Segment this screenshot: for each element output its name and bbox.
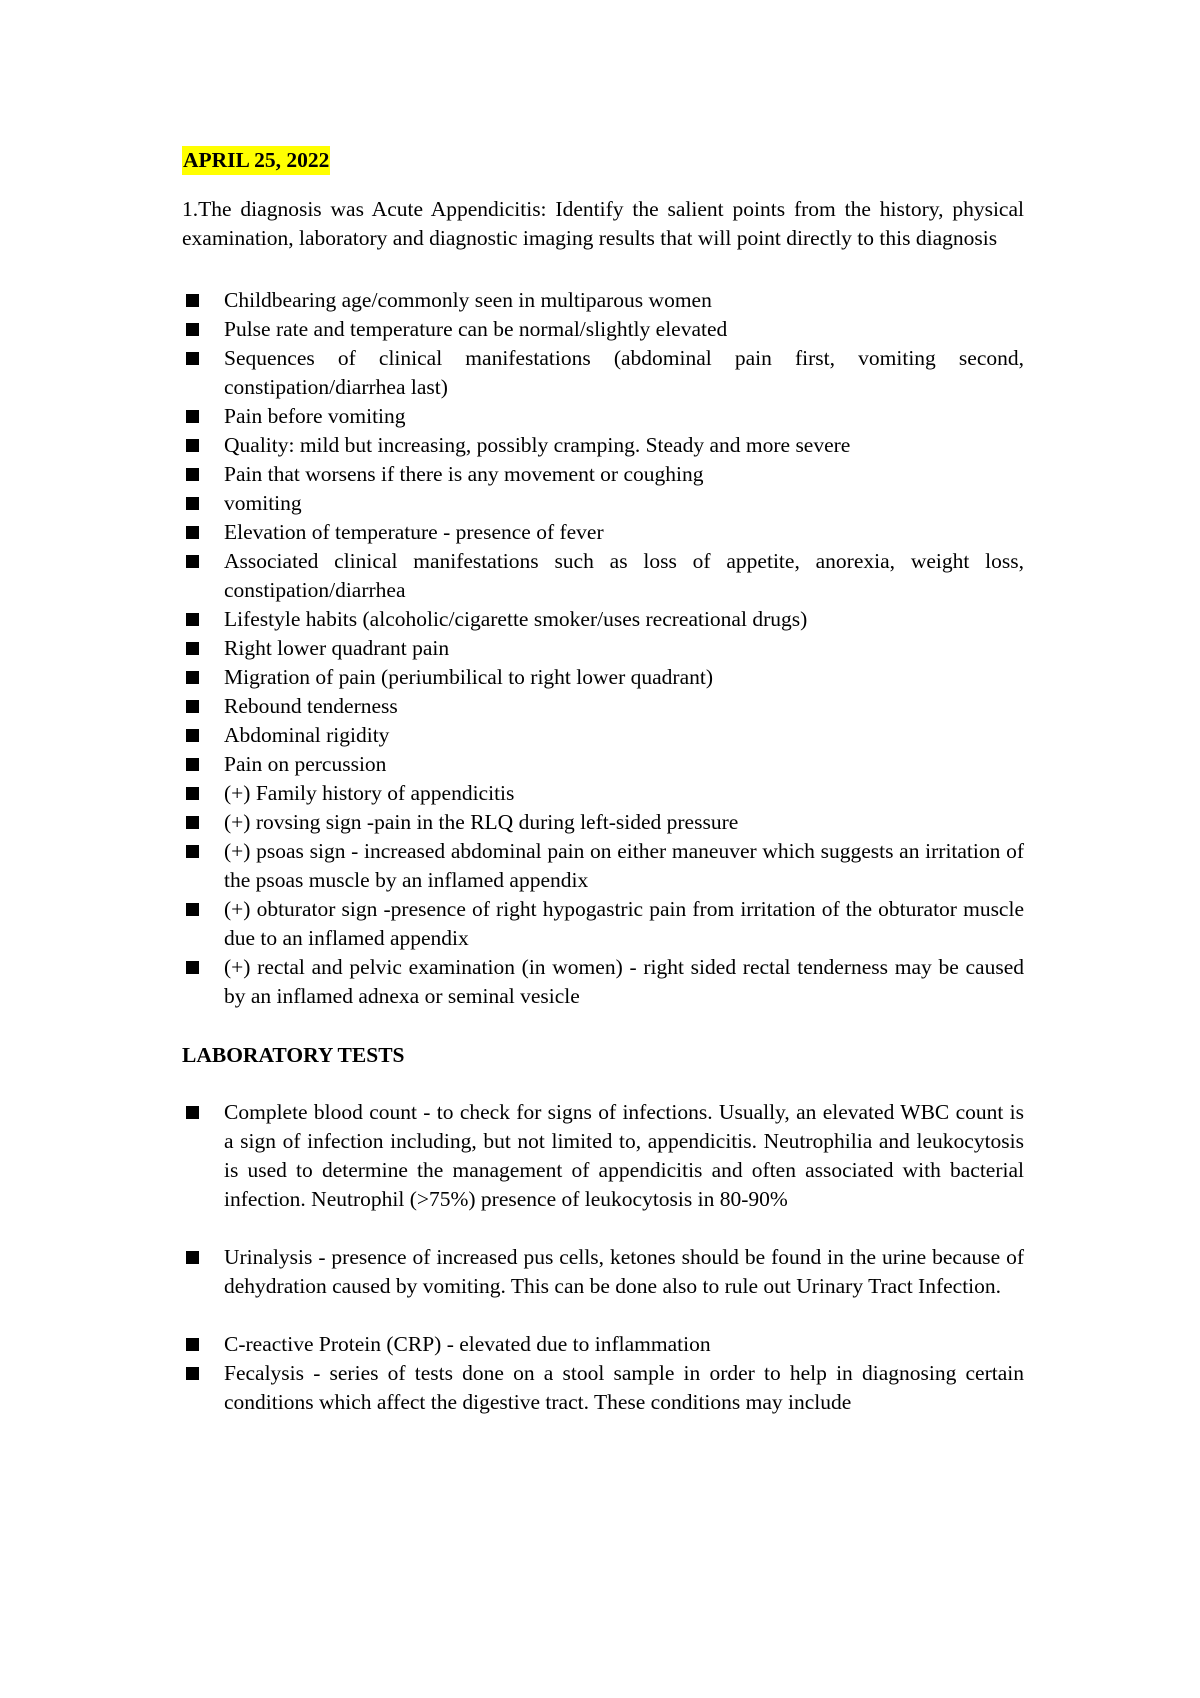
list-item <box>182 750 1024 779</box>
list-item-text: Lifestyle habits (alcoholic/cigarette smoker/uses recreational drugs) <box>224 607 808 631</box>
list-item <box>182 605 1024 634</box>
list-item-text: Quality: mild but increasing, possibly cramping. Steady and more severe <box>224 433 851 457</box>
list-item-text: Childbearing age/commonly seen in multiparous women <box>224 288 712 312</box>
square-bullet-icon <box>186 410 199 423</box>
square-bullet-icon <box>186 961 199 974</box>
list-item-text: (+) obturator sign -presence of right hypogastric pain from irritation of the obturator muscle due to an inflamed appendix <box>224 897 1024 950</box>
list-item-text: Pulse rate and temperature can be normal/slightly elevated <box>224 317 728 341</box>
square-bullet-icon <box>186 671 199 684</box>
square-bullet-icon <box>186 903 199 916</box>
square-bullet-icon <box>186 613 199 626</box>
square-bullet-icon <box>186 497 199 510</box>
list-item-text: (+) psoas sign - increased abdominal pain on either maneuver which suggests an irritation of the psoas muscle by an inflamed appendix <box>224 839 1024 892</box>
lab-tests-heading: LABORATORY TESTS <box>182 1043 405 1067</box>
list-item-text: (+) rovsing sign -pain in the RLQ during left-sided pressure <box>224 810 739 834</box>
square-bullet-icon <box>186 468 199 481</box>
document-date: APRIL 25, 2022 <box>182 146 330 175</box>
list-item <box>182 1330 1024 1359</box>
list-item <box>182 1098 1024 1214</box>
list-item-text: Rebound tenderness <box>224 694 398 718</box>
square-bullet-icon <box>186 816 199 829</box>
square-bullet-icon <box>186 1251 199 1264</box>
list-item <box>182 808 1024 837</box>
list-item <box>182 1359 1024 1417</box>
list-item-text: Urinalysis - presence of increased pus cells, ketones should be found in the urine because of dehydration caused by vomiting. This can be done also to rule out Urinary Tract Infection. <box>224 1245 1024 1298</box>
list-item <box>182 489 1024 518</box>
list-item <box>182 837 1024 895</box>
list-item-text: Elevation of temperature - presence of fever <box>224 520 604 544</box>
list-item <box>182 721 1024 750</box>
list-item-text: Abdominal rigidity <box>224 723 390 747</box>
square-bullet-icon <box>186 1338 199 1351</box>
list-item-text: Pain on percussion <box>224 752 387 776</box>
list-item-text: Pain that worsens if there is any movement or coughing <box>224 462 704 486</box>
findings-list <box>182 286 1024 1011</box>
list-item-text: Migration of pain (periumbilical to right lower quadrant) <box>224 665 713 689</box>
square-bullet-icon <box>186 729 199 742</box>
list-item-text: C-reactive Protein (CRP) - elevated due to inflammation <box>224 1332 711 1356</box>
list-item <box>182 315 1024 344</box>
list-item-text: vomiting <box>224 491 302 515</box>
lab-tests-list <box>182 1098 1024 1417</box>
square-bullet-icon <box>186 642 199 655</box>
square-bullet-icon <box>186 787 199 800</box>
list-item-text: (+) Family history of appendicitis <box>224 781 515 805</box>
list-item <box>182 344 1024 402</box>
list-item <box>182 953 1024 1011</box>
list-item <box>182 286 1024 315</box>
list-item-text: Fecalysis - series of tests done on a stool sample in order to help in diagnosing certain conditions which affect the digestive tract. These conditions may include <box>224 1361 1024 1414</box>
list-item-text: Sequences of clinical manifestations (abdominal pain first, vomiting second, constipation/diarrhea last) <box>224 346 1024 399</box>
square-bullet-icon <box>186 555 199 568</box>
list-item <box>182 1243 1024 1301</box>
list-item <box>182 692 1024 721</box>
list-item <box>182 547 1024 605</box>
list-item-text: Right lower quadrant pain <box>224 636 450 660</box>
square-bullet-icon <box>186 1106 199 1119</box>
square-bullet-icon <box>186 758 199 771</box>
list-item <box>182 518 1024 547</box>
square-bullet-icon <box>186 1367 199 1380</box>
question-text: 1.The diagnosis was Acute Appendicitis: Identify the salient points from the history, physical examination, laboratory and diagnostic imaging results that will point directly to this diagnosis <box>182 197 1024 250</box>
square-bullet-icon <box>186 700 199 713</box>
document-body <box>182 146 1024 1417</box>
list-item-text: Associated clinical manifestations such as loss of appetite, anorexia, weight loss, constipation/diarrhea <box>224 549 1024 602</box>
list-item-text: Complete blood count - to check for signs of infections. Usually, an elevated WBC count is a sign of infection including, but not limited to, appendicitis. Neutrophilia and leukocytosis is used to determine the management of appendicitis and often associated with bacterial infection. Neutrophil (>75%) presence of leukocytosis in 80-90% <box>224 1100 1024 1211</box>
list-item <box>182 895 1024 953</box>
list-item <box>182 460 1024 489</box>
list-item <box>182 402 1024 431</box>
square-bullet-icon <box>186 352 199 365</box>
list-item <box>182 779 1024 808</box>
square-bullet-icon <box>186 439 199 452</box>
square-bullet-icon <box>186 526 199 539</box>
list-item <box>182 663 1024 692</box>
square-bullet-icon <box>186 323 199 336</box>
list-item-text: (+) rectal and pelvic examination (in women) - right sided rectal tenderness may be caused by an inflamed adnexa or seminal vesicle <box>224 955 1024 1008</box>
square-bullet-icon <box>186 294 199 307</box>
list-item <box>182 431 1024 460</box>
list-item <box>182 634 1024 663</box>
square-bullet-icon <box>186 845 199 858</box>
list-item-text: Pain before vomiting <box>224 404 406 428</box>
